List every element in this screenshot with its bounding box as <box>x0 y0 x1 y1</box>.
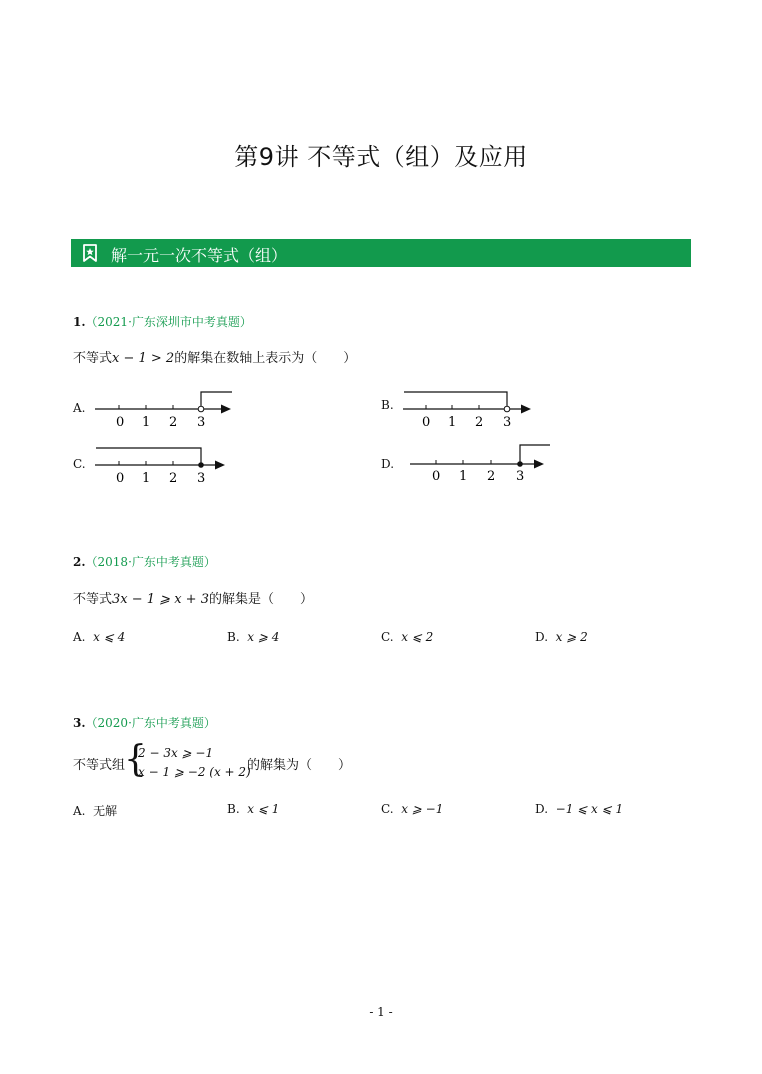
tick-label: 3 <box>516 469 525 484</box>
page-title: 第9讲 不等式（组）及应用 <box>234 143 528 171</box>
question-number: 2. <box>73 555 86 569</box>
system-line-2: x − 1 ⩾ −2 (x + 2) <box>138 765 251 779</box>
tick-label: 1 <box>448 415 457 430</box>
tick-label: 3 <box>197 415 206 430</box>
inequality: x − 1 > 2 <box>112 351 175 366</box>
tick-label: 1 <box>459 469 468 484</box>
tick-label: 0 <box>116 415 125 430</box>
section-banner <box>71 239 691 267</box>
tick-label: 2 <box>487 469 496 484</box>
question-3-stem-post: 的解集为（ ） <box>247 758 352 773</box>
system-brace: { <box>124 739 147 780</box>
option-b[interactable]: B. x ⩽ 1 <box>227 802 280 816</box>
question-3-stem-pre: 不等式组 <box>73 758 126 773</box>
question-source: （2021·广东深圳市中考真题） <box>85 315 252 329</box>
option-d[interactable]: D. −1 ⩽ x ⩽ 1 <box>535 802 624 816</box>
tick-label: 3 <box>503 415 512 430</box>
system-line-1: 2 − 3x ⩾ −1 <box>138 746 214 760</box>
number-line-option-c <box>90 444 240 490</box>
tick-label: 2 <box>169 471 178 486</box>
question-source: （2018·广东中考真题） <box>85 555 216 569</box>
number-line-option-d <box>405 440 555 488</box>
option-a[interactable]: A. x ⩽ 4 <box>73 630 126 644</box>
option-d[interactable]: D. x ⩾ 2 <box>535 630 588 644</box>
option-a-label[interactable]: A. <box>73 401 86 415</box>
inequality: 3x − 1 ⩾ x + 3 <box>112 592 209 607</box>
number-line-option-a <box>90 388 240 434</box>
tick-label: 0 <box>422 415 431 430</box>
tick-label: 1 <box>142 471 151 486</box>
section-title: 解一元一次不等式（组） <box>111 246 288 265</box>
question-1-header <box>73 311 252 330</box>
tick-label: 2 <box>169 415 178 430</box>
option-b-label[interactable]: B. <box>381 398 394 412</box>
bookmark-star-icon <box>81 244 99 262</box>
option-c[interactable]: C. x ⩽ 2 <box>381 630 434 644</box>
tick-label: 3 <box>197 471 206 486</box>
tick-label: 0 <box>116 471 125 486</box>
tick-label: 0 <box>432 469 441 484</box>
option-d-label[interactable]: D. <box>381 457 395 471</box>
question-source: （2020·广东中考真题） <box>85 716 216 730</box>
question-2-header <box>73 551 216 570</box>
question-3-header <box>73 712 216 731</box>
option-c-label[interactable]: C. <box>73 457 86 471</box>
question-number: 1. <box>73 315 86 329</box>
option-c[interactable]: C. x ⩾ −1 <box>381 802 444 816</box>
tick-label: 2 <box>475 415 484 430</box>
question-2-stem: 不等式3x − 1 ⩾ x + 3的解集是（ ） <box>73 592 313 607</box>
page-number: - 1 - <box>369 1005 393 1019</box>
tick-label: 1 <box>142 415 151 430</box>
option-a[interactable]: A. 无解 <box>73 804 118 818</box>
question-1-stem: 不等式x − 1 > 2的解集在数轴上表示为（ ） <box>73 351 357 366</box>
option-b[interactable]: B. x ⩾ 4 <box>227 630 280 644</box>
question-number: 3. <box>73 716 86 730</box>
number-line-option-b <box>398 388 548 434</box>
